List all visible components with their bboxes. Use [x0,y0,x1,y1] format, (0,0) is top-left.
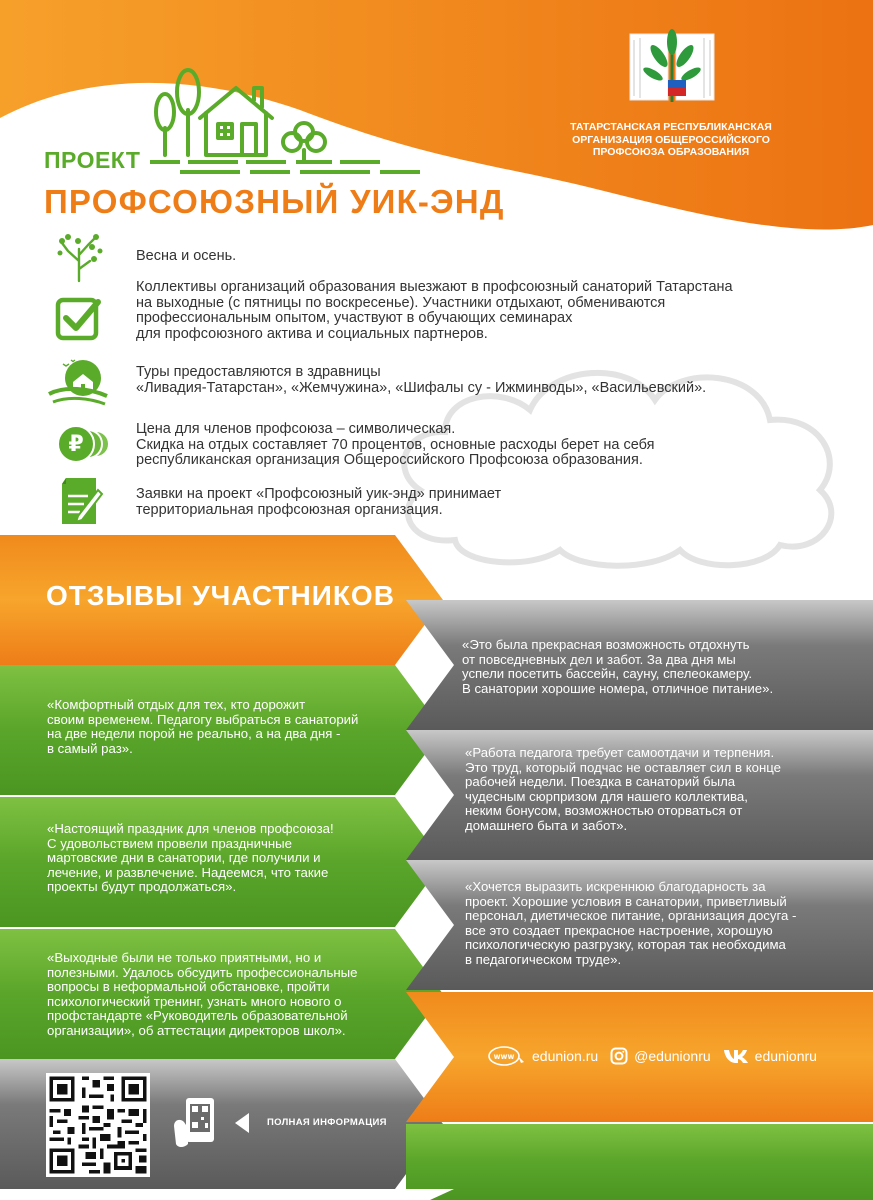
arrow-left-icon [233,1112,251,1134]
review-quote-right-3: «Хочется выразить искреннюю благодарность за проект. Хорошие условия в санатории, приветливый персонал, диетическое питание, организация досуга - все это создает прекрасное настроение, хорошую психологическую разгрузку, которая так необходима в педагогическом труде». [465,879,797,967]
svg-text:₽: ₽ [68,432,84,457]
vk-text: edunionru [754,1048,817,1064]
review-quote-right-2: «Работа педагога требует самоотдачи и терпения. Это труд, который подчас не оставляет сил в конце рабочей недели. Поездка в санаторий была чудесным сюрпризом для нашего коллектива, неким бонусом, возможностью оторваться от домашнего быта и забот». [465,745,781,833]
phone-scan-icon [172,1096,220,1150]
project-label: ПРОЕКТ [44,147,141,173]
instagram-link[interactable] [610,1047,711,1065]
vk-icon [723,1048,749,1064]
review-quote-left-2: «Настоящий праздник для членов профсоюза! С удовольствием провели праздничные мартовские дни в санатории, где получили и лечение, и развлечение. Надеемся, что такие проекты будут продолжаться». [47,821,334,895]
review-quote-left-1: «Комфортный отдых для тех, кто дорожит своим временем. Педагогу выбраться в санаторий на две недели порой не реально, а на два дня - в самый раз». [47,697,359,756]
organization-name: ТАТАРСТАНСКАЯ РЕСПУБЛИКАНСКАЯ ОРГАНИЗАЦИЯ ОБЩЕРОССИЙСКОГО ПРОФСОЮЗА ОБРАЗОВАНИЯ [570,121,772,158]
project-title: ПРОФСОЮЗНЫЙ УИК-ЭНД [44,183,505,220]
website-link[interactable] [488,1046,598,1066]
vk-link[interactable] [723,1048,817,1064]
feature-text: Весна и осень. [136,248,237,264]
feature-text: Заявки на проект «Профсоюзный уик-энд» принимает территориальная профсоюзная организация. [136,486,502,518]
website-text: edunion.ru [532,1048,599,1064]
qr-code[interactable] [46,1073,150,1177]
feature-text: Туры предоставляются в здравницы «Ливадия-Татарстан», «Жемчужина», «Шифалы су - Ижминводы», «Васильевский». [136,364,707,396]
review-quote-right-1: «Это была прекрасная возможность отдохнуть от повседневных дел и забот. За два дня мы успели посетить бассейн, сауну, спелеокамеру. В санатории хорошие номера, отличное питание». [462,637,774,696]
feature-text: Коллективы организаций образования выезжают в профсоюзный санаторий Татарстана на выходные (с пятницы по воскресенье). Участники отдыхают, обмениваются профессиональным опытом, участвуют в обучающих семинарах для профсоюзного актива и социальных партнеров. [136,279,733,342]
globe-www-icon [488,1046,526,1066]
www-label: www [493,1052,515,1061]
more-info-label: ПОЛНАЯ ИНФОРМАЦИЯ [267,1117,387,1128]
review-quote-left-3: «Выходные были не только приятными, но и полезными. Удалось обсудить профессиональные вопросы в неформальной обстановке, пройти психологический тренинг, узнать много нового о профстандарте «Руководитель образовательной организации», об аттестации директоров школ». [47,950,358,1038]
feature-text: Цена для членов профсоюза – символическая. Скидка на отдых составляет 70 процентов, основные расходы берет на себя республиканская организация Общероссийского Профсоюза образования. [136,421,655,468]
social-links [488,1045,829,1067]
reviews-title: ОТЗЫВЫ УЧАСТНИКОВ [46,580,395,611]
instagram-icon [610,1047,628,1065]
instagram-text: @edunionru [634,1048,711,1064]
